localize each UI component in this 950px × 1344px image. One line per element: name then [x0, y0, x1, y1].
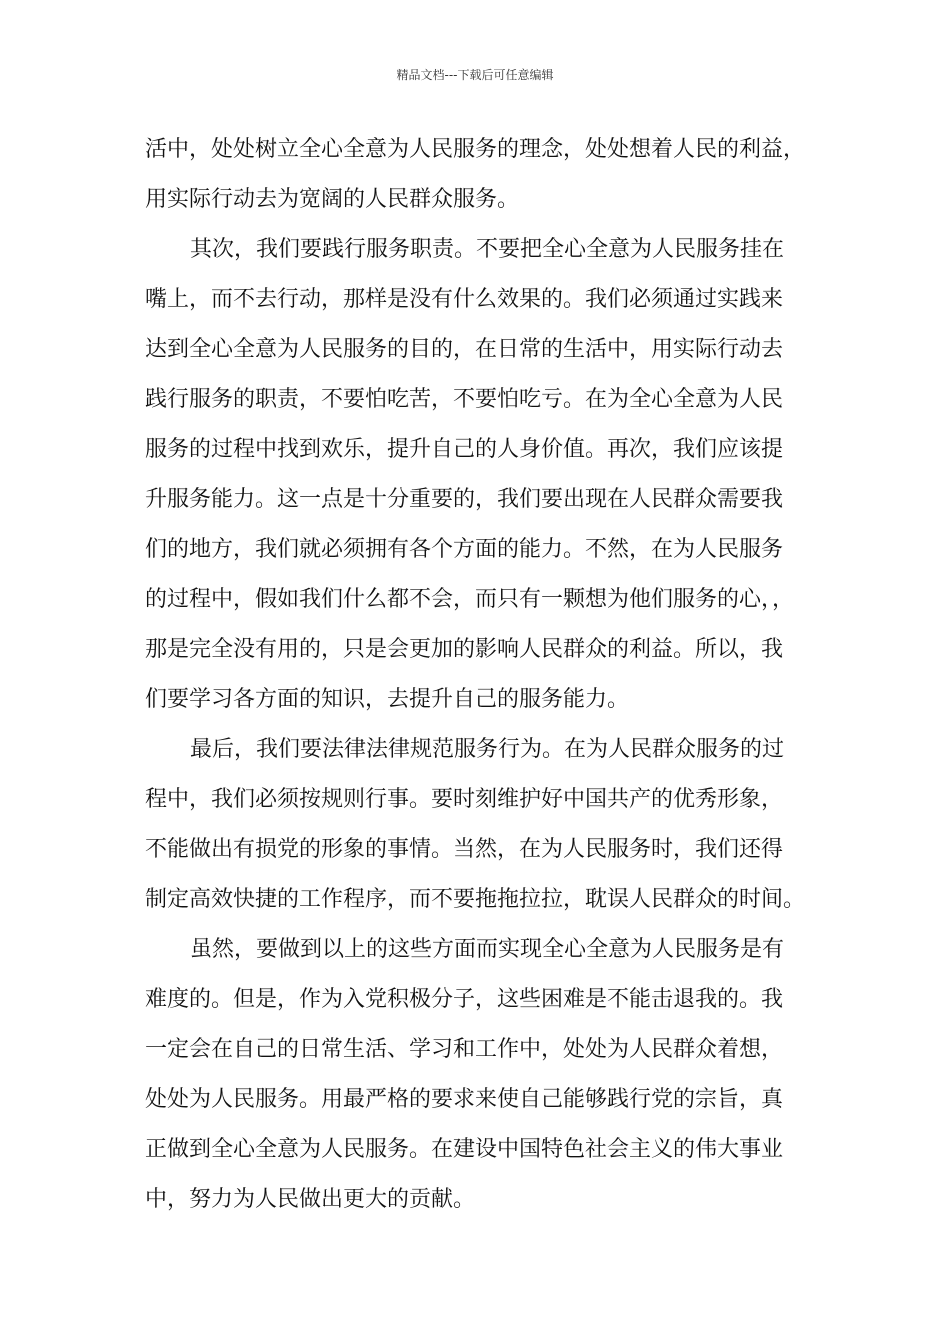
text-line: 其次，我们要践行服务职责。不要把全心全意为人民服务挂在 [190, 237, 785, 262]
text-line: 嘴上，而不去行动，那样是没有什么效果的。我们必须通过实践来 [145, 287, 784, 312]
text-line: 正做到全心全意为人民服务。在建设中国特色社会主义的伟大事业 [145, 1137, 784, 1162]
text-line: 达到全心全意为人民服务的目的，在日常的生活中，用实际行动去 [145, 337, 784, 362]
text-line: 们要学习各方面的知识，去提升自己的服务能力。 [145, 687, 630, 712]
text-line: 践行服务的职责，不要怕吃苦，不要怕吃亏。在为全心全意为人民 [145, 387, 784, 412]
text-line: 中，努力为人民做出更大的贡献。 [145, 1187, 476, 1212]
page-header: 精品文档---下载后可任意编辑 [396, 68, 554, 82]
text-line: 不能做出有损党的形象的事情。当然，在为人民服务时，我们还得 [145, 837, 784, 862]
text-line: 程中，我们必须按规则行事。要时刻维护好中国共产的优秀形象， [145, 787, 784, 812]
text-line: 用实际行动去为宽阔的人民群众服务。 [145, 187, 520, 212]
text-line: 升服务能力。这一点是十分重要的，我们要出现在人民群众需要我 [145, 487, 784, 512]
text-line: 制定高效快捷的工作程序，而不要拖拖拉拉，耽误人民群众的时间。 [145, 887, 806, 912]
text-line: 最后，我们要法律法律规范服务行为。在为人民群众服务的过 [190, 737, 785, 762]
text-line: 虽然，要做到以上的这些方面而实现全心全意为人民服务是有 [190, 937, 785, 962]
document-body [145, 125, 810, 1225]
text-line: 的过程中，假如我们什么都不会，而只有一颗想为他们服务的心，， [145, 587, 795, 612]
text-line: 那是完全没有用的，只是会更加的影响人民群众的利益。所以，我 [145, 637, 784, 662]
text-line: 一定会在自己的日常生活、学习和工作中，处处为人民群众着想， [145, 1037, 784, 1062]
text-line: 活中，处处树立全心全意为人民服务的理念，处处想着人民的利益， [145, 137, 806, 162]
text-line: 们的地方，我们就必须拥有各个方面的能力。不然，在为人民服务 [145, 537, 784, 562]
text-line: 服务的过程中找到欢乐，提升自己的人身价值。再次，我们应该提 [145, 437, 784, 462]
text-line: 难度的。但是，作为入党积极分子，这些困难是不能击退我的。我 [145, 987, 784, 1012]
text-line: 处处为人民服务。用最严格的要求来使自己能够践行党的宗旨，真 [145, 1087, 784, 1112]
